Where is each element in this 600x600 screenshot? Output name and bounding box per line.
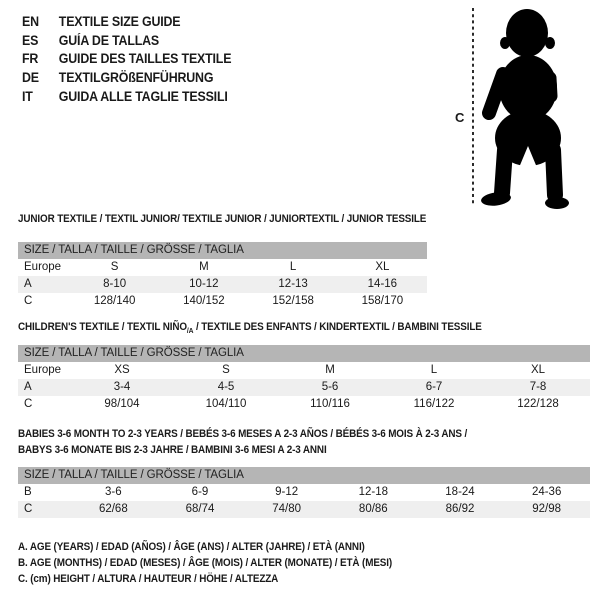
- size-cell: S: [110, 261, 119, 273]
- lang-code: IT: [22, 88, 33, 104]
- table-row: [18, 362, 590, 379]
- title-subscript: /A: [186, 326, 194, 336]
- children-size-table: [18, 345, 590, 413]
- size-cell: 158/170: [361, 295, 404, 307]
- size-cell: 9-12: [275, 486, 299, 498]
- row-label: C: [24, 503, 33, 515]
- size-cell: 10-12: [189, 278, 219, 290]
- size-cell: 4-5: [217, 381, 235, 393]
- size-cell: 3-6: [105, 486, 122, 498]
- size-cell: M: [325, 364, 335, 376]
- legend-line-b: B. AGE (MONTHS) / EDAD (MESES) / ÂGE (MOIS) / ALTER (MONATE) / ETÀ (MESI): [18, 557, 393, 569]
- size-cell: 74/80: [272, 503, 302, 515]
- babies-title-line2: BABYS 3-6 MONATE BIS 2-3 JAHRE / BAMBINI 3-6 MESI A 2-3 ANNI: [18, 443, 327, 456]
- table-row: [18, 379, 590, 396]
- measurement-legend: [18, 539, 434, 587]
- baby-silhouette-icon: [480, 9, 569, 209]
- lang-code: DE: [22, 69, 39, 85]
- size-header-bar: SIZE / TALLA / TAILLE / GRÖSSE / TAGLIA: [18, 242, 427, 259]
- lang-row-it: [22, 87, 231, 106]
- size-cell: XL: [375, 261, 390, 273]
- row-label: Europe: [24, 261, 62, 273]
- size-cell: L: [289, 261, 297, 273]
- size-cell: 7-8: [529, 381, 547, 393]
- table-row: [18, 276, 427, 293]
- toddler-silhouette-figure: [440, 0, 600, 215]
- size-cell: 92/98: [532, 503, 562, 515]
- size-cell: 98/104: [104, 398, 140, 410]
- lang-label: TEXTILGRÖßENFÜHRUNG: [58, 69, 214, 85]
- junior-table-title: JUNIOR TEXTILE / TEXTIL JUNIOR/ TEXTILE JUNIOR / JUNIORTEXTIL / JUNIOR TESSILE: [18, 213, 427, 225]
- size-cell: 12-13: [278, 278, 308, 290]
- size-cell: 12-18: [358, 486, 389, 498]
- title-part: CHILDREN'S TEXTILE / TEXTIL NIÑO: [18, 321, 187, 333]
- size-cell: 5-6: [321, 381, 339, 393]
- legend-line-a: A. AGE (YEARS) / EDAD (AÑOS) / ÂGE (ANS) / ALTER (JAHRE) / ETÀ (ANNI): [18, 541, 365, 553]
- row-label: B: [24, 486, 32, 498]
- size-cell: 18-24: [445, 486, 475, 498]
- size-cell: 140/152: [183, 295, 225, 307]
- lang-label: GUIDE DES TAILLES TEXTILE: [58, 51, 232, 67]
- row-label: C: [24, 398, 33, 410]
- row-label: A: [24, 278, 32, 290]
- babies-size-table: [18, 467, 590, 518]
- row-label: C: [24, 295, 33, 307]
- lang-code: EN: [22, 13, 39, 29]
- size-cell: 152/158: [272, 295, 314, 307]
- lang-row-en: [22, 12, 231, 31]
- size-cell: 80/86: [358, 503, 388, 515]
- babies-table-title: [18, 427, 467, 458]
- row-label: A: [24, 381, 32, 393]
- size-cell: M: [199, 261, 209, 273]
- junior-size-table: [18, 242, 427, 310]
- size-cell: 62/68: [98, 503, 128, 515]
- size-cell: 104/110: [205, 398, 247, 410]
- table-row: [18, 259, 427, 276]
- lang-label: GUÍA DE TALLAS: [58, 32, 160, 48]
- lang-label: GUIDA ALLE TAGLIE TESSILI: [58, 88, 228, 104]
- row-label: Europe: [24, 364, 62, 376]
- size-cell: XL: [530, 364, 546, 376]
- size-header-bar: SIZE / TALLA / TAILLE / GRÖSSE / TAGLIA: [18, 345, 590, 362]
- size-cell: S: [222, 364, 230, 376]
- size-cell: 122/128: [517, 398, 559, 410]
- size-cell: XS: [114, 364, 130, 376]
- size-cell: L: [430, 364, 438, 376]
- legend-line-c: C. (cm) HEIGHT / ALTURA / HAUTEUR / HÖHE / ALTEZZA: [18, 573, 279, 585]
- size-cell: 116/122: [413, 398, 455, 410]
- size-cell: 6-7: [425, 381, 443, 393]
- height-measure-label: C: [455, 110, 465, 125]
- table-row: [18, 484, 590, 501]
- lang-row-de: [22, 68, 231, 87]
- table-row: [18, 293, 427, 310]
- size-cell: 128/140: [93, 295, 136, 307]
- size-cell: 68/74: [185, 503, 215, 515]
- size-cell: 8-10: [103, 278, 127, 290]
- table-row: [18, 396, 590, 413]
- size-header-bar: SIZE / TALLA / TAILLE / GRÖSSE / TAGLIA: [18, 467, 590, 484]
- language-title-block: [22, 12, 250, 105]
- lang-row-fr: [22, 49, 231, 68]
- size-cell: 14-16: [367, 278, 398, 290]
- size-cell: 3-4: [113, 381, 131, 393]
- babies-title-line1: BABIES 3-6 MONTH TO 2-3 YEARS / BEBÉS 3-6 MESES A 2-3 AÑOS / BÉBÉS 3-6 MOIS À 2-3 ANS /: [18, 428, 468, 440]
- lang-row-es: [22, 31, 231, 50]
- table-row: [18, 501, 590, 518]
- lang-code: FR: [22, 51, 39, 67]
- size-cell: 110/116: [310, 398, 350, 410]
- size-cell: 6-9: [191, 486, 209, 498]
- lang-label: TEXTILE SIZE GUIDE: [58, 13, 181, 29]
- size-cell: 24-36: [531, 486, 562, 498]
- lang-code: ES: [22, 32, 39, 48]
- size-cell: 86/92: [445, 503, 475, 515]
- title-part: / TEXTILE DES ENFANTS / KINDERTEXTIL / BAMBINI TESSILE: [193, 321, 482, 333]
- children-table-title: [18, 320, 482, 339]
